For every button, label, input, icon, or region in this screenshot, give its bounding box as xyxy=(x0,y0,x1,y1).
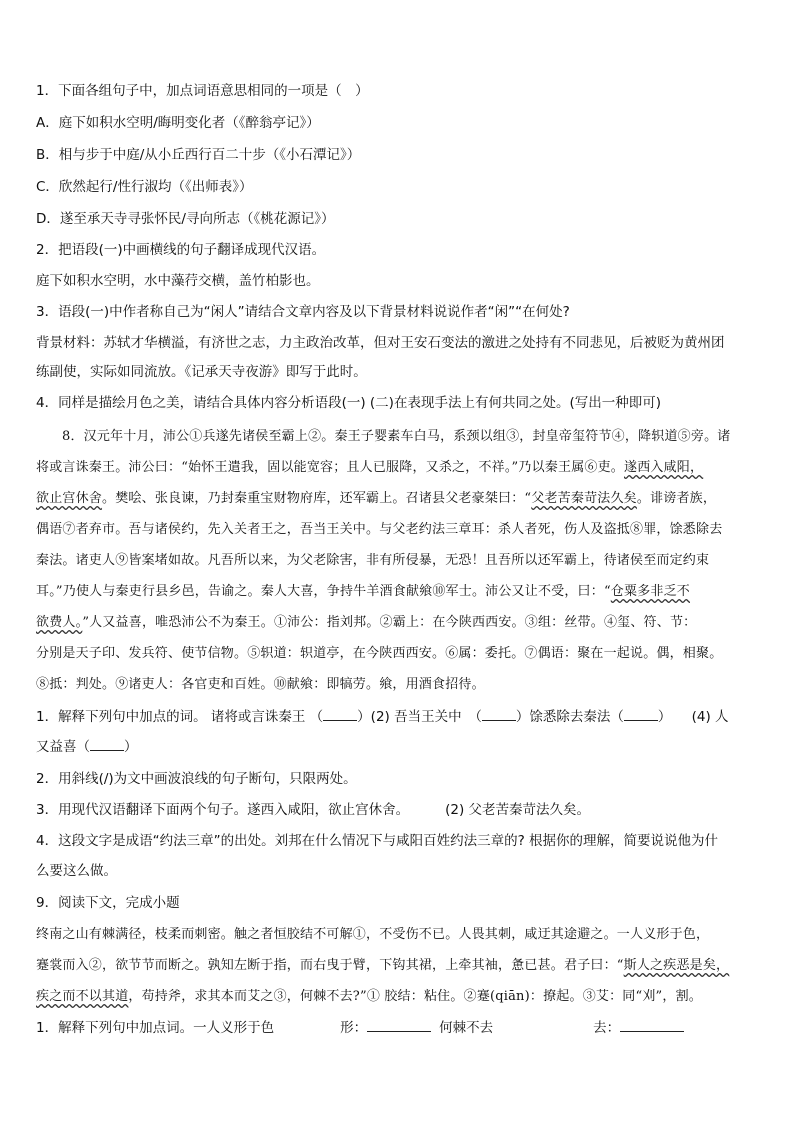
question-2-sentence: 庭下如积水空明，水中藻荇交横，盖竹柏影也。 xyxy=(36,273,320,289)
p8-question-4-cont: 么要这么做。 xyxy=(36,863,117,879)
answer-blank[interactable] xyxy=(620,1031,684,1032)
question-4: 4．同样是描绘月色之美，请结合具体内容分析语段(一) (二)在表现手法上有何共同之处。(写出一种即可) xyxy=(36,395,661,411)
background-material-line-1: 背景材料：苏轼才华横溢，有济世之志，力主政治改革，但对王安石变法的激进之处持有不同悲见，后被贬为黄州团 xyxy=(36,335,725,351)
passage-8-line-2 xyxy=(36,459,703,477)
question-2: 2．把语段(一)中画横线的句子翻译成现代汉语。 xyxy=(36,242,326,258)
option-a: A．庭下如积水空明/晦明变化者（《醉翁亭记》） xyxy=(36,115,320,131)
p8-question-3 xyxy=(36,801,590,819)
p8-question-2: 2．用斜线(/)为文中画波浪线的句子断句，只限两处。 xyxy=(36,771,357,787)
passage-8-line-3-tail: 。诽谤者族， xyxy=(636,491,717,506)
answer-blank[interactable] xyxy=(482,720,516,721)
passage-8-line-5: 秦法。诸吏人⑨皆案堵如故。凡吾所以来，为父老除害，非有所侵暴，无恐！且吾所以还军霸上，待诸侯至而定约束 xyxy=(36,553,710,568)
p8-q1-part-f: ） xyxy=(124,739,138,755)
passage-8-line-1: 8．汉元年十月，沛公①兵遂先诸侯至霸上②。秦王子婴素车白马，系颈以组③，封皇帝玺符节④，降轵道⑤旁。诸 xyxy=(62,429,731,444)
p9-q1-part-a: 1．解释下列句中加点词。一人义形于色 xyxy=(36,1020,275,1036)
option-b: B．相与步于中庭/从小丘西行百二十步（《小石潭记》） xyxy=(36,147,361,163)
passage-9-line-1: 终南之山有棘满径，枝柔而刺密。触之者恒胶结不可解①，不受伤不已。人畏其刺，咸迂其途避之。一人义形于色， xyxy=(36,927,710,942)
passage-8-line-4: 偶语⑦者弃市。吾与诸侯约，先入关者王之，吾当王关中。与父老约法三章耳：杀人者死，伤人及盗抵⑧罪，馀悉除去 xyxy=(36,522,723,537)
passage-8-line-2-text: 将或言诛秦王。沛公曰：“始怀王遣我，固以能宽容；且人已服降，又杀之，不祥。”乃以秦王属⑥吏。 xyxy=(36,460,624,475)
p8-q1-part-c: ）馀悉除去秦法（ xyxy=(515,709,624,725)
option-d: D．遂至承天寺寻张怀民/寻向所志（《桃花源记》） xyxy=(36,211,335,227)
question-3: 3．语段(一)中作者称自己为“闲人”请结合文章内容及以下背景材料说说作者“闲”“在何处? xyxy=(36,304,570,320)
passage-9-heading: 9．阅读下文，完成小题 xyxy=(36,895,180,911)
answer-blank[interactable] xyxy=(323,720,357,721)
p8-q1-part-b: ）(2) 吾当王关中 （ xyxy=(357,709,482,725)
p8-q1-part-e: 又益喜（ xyxy=(36,739,90,755)
wavy-underlined-phrase: 斯人之疾恶是矣， xyxy=(623,958,730,973)
passage-9-line-3 xyxy=(36,988,702,1006)
wavy-underlined-phrase: 遂西入咸阳， xyxy=(624,460,704,475)
p8-question-4: 4．这段文字是成语“约法三章”的出处。刘邦在什么情况下与咸阳百姓约法三章的? 根据你的理解，简要说说他为什 xyxy=(36,833,719,849)
passage-8-line-3-text: 。樊哙、张良谏，乃封秦重宝财物府库，还军霸上。召诸县父老豪桀曰：“ xyxy=(102,491,532,506)
passage-8-line-3 xyxy=(36,490,716,508)
passage-8-line-7 xyxy=(36,614,696,632)
wavy-underlined-phrase: 疾之而不以其道 xyxy=(36,989,129,1004)
p8-q3-part-b: (2) 父老苦秦苛法久矣。 xyxy=(445,802,591,818)
answer-blank[interactable] xyxy=(624,720,658,721)
passage-8-line-9: ⑧抵：判处。⑨诸吏人：各官吏和百姓。⑩献飨：即犒劳。飨，用酒食招待。 xyxy=(36,677,485,692)
passage-9-line-2-text: 蹇裳而入②，欲节节而断之。孰知左断于指，而右曳于臂，下钩其裙，上牵其袖，惫已甚。君子曰：“ xyxy=(36,958,624,973)
passage-8-line-7-text: ”人又益喜，唯恐沛公不为秦王。①沛公：指刘邦。②霸上：在今陕西西安。③组：丝带。④玺、符、节： xyxy=(82,615,697,630)
p9-question-1 xyxy=(36,1019,684,1037)
option-c: C．欣然起行/性行淑均（《出师表》） xyxy=(36,179,253,195)
wavy-underlined-phrase: 欲费人。 xyxy=(36,615,83,630)
p8-q1-part-d: ） (4) 人 xyxy=(657,709,729,725)
p8-q1-part-a: 1．解释下列句中加点的词。 诸将或言诛秦王 （ xyxy=(36,709,324,725)
passage-9-line-3-text: ，苟持斧，求其本而艾之③，何棘不去?”① 胶结：粘住。②蹇(qiān)：撩起。③艾：同“刈”，割。 xyxy=(128,989,702,1004)
passage-8-line-6 xyxy=(36,583,690,601)
p8-q3-part-a: 3．用现代汉语翻译下面两个句子。遂西入咸阳，欲止宫休舍。 xyxy=(36,802,410,818)
answer-blank[interactable] xyxy=(367,1031,431,1032)
passage-9-line-2 xyxy=(36,957,729,975)
p8-question-1-cont xyxy=(36,738,138,756)
p8-question-1 xyxy=(36,708,729,726)
wavy-underlined-phrase: 仓粟多非乏不 xyxy=(610,584,690,599)
passage-8-line-6-text: 耳。”乃使人与秦吏行县乡邑，告谕之。秦人大喜，争持牛羊酒食献飨⑩军士。沛公又让不受，曰：“ xyxy=(36,584,611,599)
wavy-underlined-phrase: 父老苦秦苛法久矣 xyxy=(531,491,637,506)
wavy-underlined-phrase: 欲止宫休舍 xyxy=(36,491,103,506)
question-1-stem: 1．下面各组句子中，加点词语意思相同的一项是（ ） xyxy=(36,83,369,99)
answer-blank[interactable] xyxy=(90,750,124,751)
p9-q1-part-d: 去： xyxy=(593,1020,621,1036)
passage-8-line-8: 分别是天子印、发兵符、使节信物。⑤轵道：轵道亭，在今陕西西安。⑥属：委托。⑦偶语：聚在一起说。偶，相聚。 xyxy=(36,646,723,661)
p9-q1-part-b: 形： xyxy=(340,1020,368,1036)
p9-q1-part-c: 何棘不去 xyxy=(439,1020,494,1036)
background-material-line-2: 练副使，实际如同流放。《记承天寺夜游》即写于此时。 xyxy=(36,364,367,380)
